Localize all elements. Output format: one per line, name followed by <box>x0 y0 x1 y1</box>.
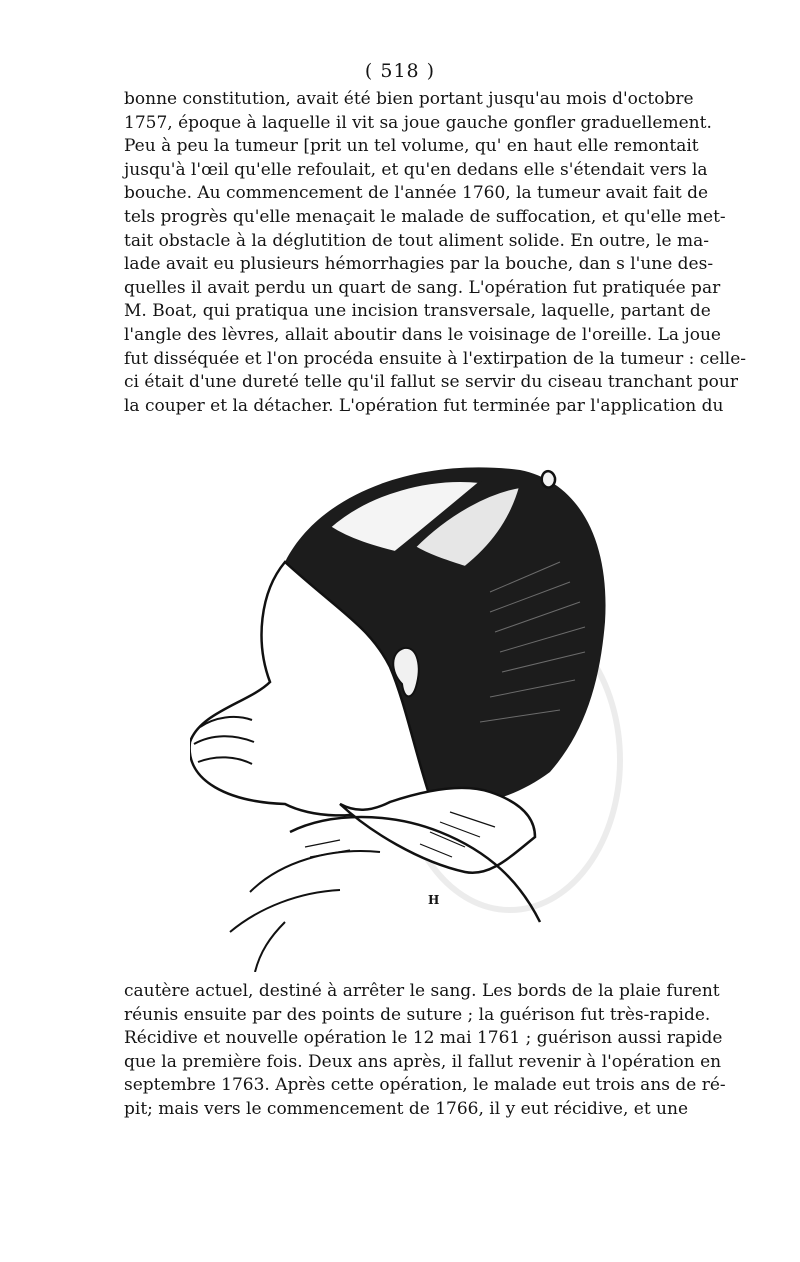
text-line: cautère actuel, destiné à arrêter le sang. Les bords de la plaie furent <box>124 981 720 1001</box>
text-line: lade avait eu plusieurs hémorrhagies par la bouche, dan s l'une des- <box>124 254 714 275</box>
text-line: bonne constitution, avait été bien portant jusqu'au mois d'octobre <box>124 89 694 109</box>
text-line: jusqu'à l'œil qu'elle refoulait, et qu'en dedans elle s'étendait vers la <box>124 159 708 180</box>
text-line: septembre 1763. Après cette opération, le malade eut trois ans de ré- <box>124 1075 726 1096</box>
text-line: Peu à peu la tumeur [prit un tel volume, qu' en haut elle remontait <box>124 136 699 157</box>
text-line: 1757, époque à laquelle il vit sa joue gauche gonfler graduellement. <box>124 112 712 133</box>
text-line: la couper et la détacher. L'opération fut terminée par l'application du <box>124 395 724 416</box>
page-number: ( 518 ) <box>364 60 436 82</box>
text-line: Récidive et nouvelle opération le 12 mai 1761 ; guérison aussi rapide <box>124 1028 723 1049</box>
text-line: tait obstacle à la déglutition de tout aliment solide. En outre, le ma- <box>124 230 709 251</box>
text-line: que la première fois. Deux ans après, il fallut revenir à l'opération en <box>124 1051 722 1072</box>
text-line: tels progrès qu'elle menaçait le malade de suffocation, et qu'elle met- <box>124 206 726 227</box>
engraving-figure <box>190 452 610 972</box>
engraving-head-icon <box>190 452 610 972</box>
text-line: pit; mais vers le commencement de 1766, il y eut récidive, et une <box>124 1098 689 1119</box>
text-line: réunis ensuite par des points de suture ; la guérison fut très-rapide. <box>124 1004 711 1025</box>
text-line: ci était d'une dureté telle qu'il fallut se servir du ciseau tranchant pour <box>124 372 738 393</box>
text-line: l'angle des lèvres, allait aboutir dans le voisinage de l'oreille. La joue <box>124 324 721 345</box>
paragraph-bottom <box>124 980 726 1122</box>
text-line: M. Boat, qui pratiqua une incision transversale, laquelle, partant de <box>124 301 711 322</box>
paragraph-top <box>124 88 747 418</box>
text-line: bouche. Au commencement de l'année 1760, la tumeur avait fait de <box>124 183 709 204</box>
text-line: fut disséquée et l'on procéda ensuite à l'extirpation de la tumeur : celle- <box>124 348 747 369</box>
figure-letter: H <box>428 893 440 907</box>
text-line: quelles il avait perdu un quart de sang. L'opération fut pratiquée par <box>124 277 721 298</box>
